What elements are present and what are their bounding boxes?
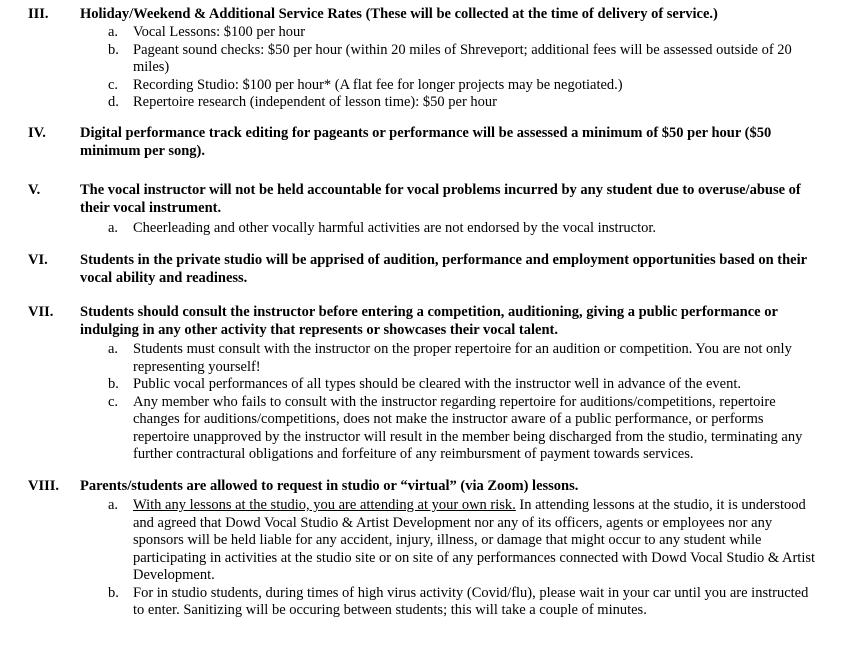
item-letter: c.: [108, 393, 119, 410]
section-heading: Parents/students are allowed to request in studio or “virtual” (via Zoom) lessons.: [80, 478, 579, 494]
list-item: [0, 220, 855, 238]
list-item: [0, 77, 855, 95]
item-text: Pageant sound checks: $50 per hour (within 20 miles of Shreveport; additional fees will be assessed outside of 20 miles): [133, 41, 792, 75]
item-text: Public vocal performances of all types should be cleared with the instructor well in advance of the event.: [133, 376, 741, 392]
item-letter: a.: [108, 341, 119, 357]
section-heading: The vocal instructor will not be held accountable for vocal problems incurred by any student due to overuse/abuse of their vocal instrument.: [80, 182, 801, 216]
section-numeral: IV.: [28, 125, 46, 141]
risk-notice: With any lessons at the studio, you are attending at your own risk.: [133, 497, 516, 513]
item-text: Vocal Lessons: $100 per hour: [133, 24, 306, 40]
item-letter: c.: [108, 76, 119, 93]
item-letter: a.: [108, 220, 119, 236]
list-item: [0, 585, 855, 620]
list-item: [0, 376, 855, 394]
item-text: Any member who fails to consult with the instructor regarding repertoire for auditions/competitions, repertoire changes for auditions/competitions, does not make the instructor aware of a public performance, or performs repertoire unapproved by the instructor will result in the member being discharged from the studio, terminating any further contractural obligations and forfeiture of any reimbursment of payment towards services.: [133, 393, 803, 462]
list-item: [0, 42, 855, 77]
section-numeral: VII.: [28, 304, 54, 320]
list-item: [0, 24, 855, 42]
item-letter: b.: [108, 41, 119, 58]
section-heading: Digital performance track editing for pageants or performance will be assessed a minimum of $50 per hour ($50 minimum per song).: [80, 125, 772, 159]
section-heading: Holiday/Weekend & Additional Service Rates (These will be collected at the time of delivery of service.): [80, 6, 718, 22]
section-heading: Students in the private studio will be apprised of audition, performance and employment opportunities based on their vocal ability and readiness.: [80, 252, 807, 286]
section-numeral: VIII.: [28, 478, 60, 494]
section-heading: Students should consult the instructor before entering a competition, auditioning, giving a public performance or indulging in any other activity that represents or showcases their vocal talent.: [80, 304, 778, 338]
list-item: [0, 394, 855, 464]
item-text: Cheerleading and other vocally harmful activities are not endorsed by the vocal instructor.: [133, 220, 657, 236]
item-text: For in studio students, during times of high virus activity (Covid/flu), please wait in your car until you are instructed to enter. Sanitizing will be occuring between students; this will take a couple of minutes.: [133, 584, 809, 618]
item-text: [133, 497, 823, 585]
item-letter: b.: [108, 376, 119, 392]
item-letter: a.: [108, 497, 119, 513]
item-text: Students must consult with the instructor on the proper repertoire for an audition or competition. You are not only representing yourself!: [133, 341, 792, 375]
item-letter: b.: [108, 584, 119, 601]
list-item: [0, 497, 855, 585]
item-letter: d.: [108, 94, 119, 110]
item-text-rest: In attending lessons at the studio, it is understood and agreed that Dowd Vocal Studio & Artist Development nor any of its officers, agents or employees nor any sponsors will be held liable for any accident, injury, illness, or damage that might occur to any student while participating in activities at the studio site or on site of any performances connected with Dowd Vocal Studio & Artist Development.: [133, 497, 816, 583]
item-text: Repertoire research (independent of lesson time): $50 per hour: [133, 94, 497, 110]
list-item: [0, 94, 855, 112]
item-text: Recording Studio: $100 per hour* (A flat fee for longer projects may be negotiated.): [133, 76, 623, 93]
section-numeral: V.: [28, 182, 41, 198]
list-item: [0, 341, 855, 376]
section-numeral: III.: [28, 6, 49, 22]
item-letter: a.: [108, 24, 119, 40]
section-numeral: VI.: [28, 252, 48, 268]
